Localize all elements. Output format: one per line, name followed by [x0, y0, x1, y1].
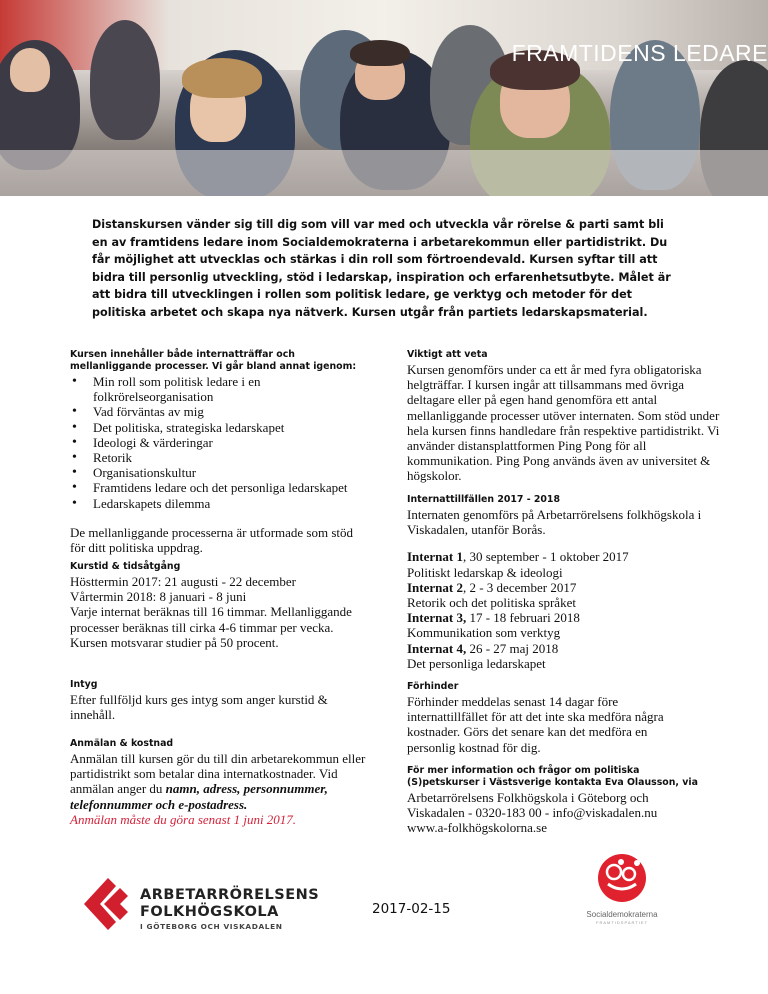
- forhinder-text: Förhinder meddelas senast 14 dagar före internattillfället för att det inte ska medföra några kostnader. Görs det senare kan det medföra en personlig kostnad för dig.: [407, 694, 664, 755]
- session-item: Internat 1, 30 september - 1 oktober 2017: [407, 549, 629, 565]
- list-item: • Det politiska, strategiska ledarskapet: [70, 420, 370, 435]
- list-item: • Vad förväntas av mig: [70, 404, 370, 419]
- intro-paragraph: Distanskursen vänder sig till dig som vill var med och utveckla vår rörelse & parti samt bli en av framtidens ledare inom Socialdemokraterna i arbetarekommun eller partidistrikt. Du får möjlighet att utvecklas och stärkas i din roll som förtroendevald. Kursen syftar till att bidra till personlig utveckling, stöd i ledarskap, inspiration och erfarenhetsutbyte. Målet är att bidra till utvecklingen i rollen som politisk ledare, ge verktyg och metoder för det politiska arbetet och skapa nya nätverk. Kursen utgår från partiets ledarskapsmaterial.: [92, 218, 671, 319]
- folkhogskola-mark-icon: [80, 870, 136, 940]
- forhinder-section: [407, 681, 697, 755]
- session-topic: Politiskt ledarskap & ideologi: [407, 564, 563, 580]
- internat-sessions: [407, 549, 707, 671]
- kontakt-heading: För mer information och frågor om politiska (S)petskurser i Västsverige kontakta Eva Olausson, via: [407, 765, 698, 788]
- kurstid-section: [70, 561, 360, 650]
- page-title: FRAMTIDENS LEDARE: [511, 40, 768, 66]
- anmalan-heading: Anmälan & kostnad: [70, 738, 174, 749]
- list-item: • Organisationskultur: [70, 465, 370, 480]
- viktigt-text: Kursen genomförs under ca ett år med fyra obligatoriska helgträffar. I kursen ingår att tillsammans med övriga deltagare eller på egen hand genomföra ett antal mellanliggande processer utöver internaten. Som stöd under hela kursen finns handledare från respektive partidistrikt. Vi använder distansplattformen Ping Pong för all kommunikation. Ping Pong används även av universitet & högskolor.: [407, 362, 720, 484]
- internat-section: [407, 494, 707, 671]
- anmalan-emphasis: namn, adress, personnummer, telefonnummer och e-postadress.: [70, 781, 328, 812]
- session-topic: Kommunikation som verktyg: [407, 625, 561, 641]
- left-column: [70, 349, 370, 555]
- session-item: Internat 3, 17 - 18 februari 2018: [407, 610, 580, 626]
- rose-icon: [574, 850, 670, 910]
- session-topic: Det personliga ledarskapet: [407, 655, 546, 671]
- socialdemokraterna-logo: [574, 850, 670, 930]
- s-logo-sub: FRAMTIDSPARTIET: [596, 920, 648, 925]
- session-topic: Retorik och det politiska språket: [407, 595, 576, 611]
- list-item: • Ideologi & värderingar: [70, 435, 370, 450]
- logo-line1: ARBETARRÖRELSENS: [140, 887, 320, 903]
- document-date: 2017-02-15: [372, 901, 451, 917]
- logo-sub: I GÖTEBORG OCH VISKADALEN: [140, 922, 283, 931]
- session-item: Internat 2, 2 - 3 december 2017: [407, 579, 577, 595]
- anmalan-deadline: Anmälan måste du göra senast 1 juni 2017.: [70, 811, 297, 827]
- viktigt-section: [407, 349, 722, 484]
- intyg-text: Efter fullföljd kurs ges intyg som anger kurstid & innehåll.: [70, 692, 328, 723]
- kurstid-heading: Kurstid & tidsåtgång: [70, 561, 181, 572]
- anmalan-section: [70, 738, 370, 827]
- kontakt-section: [407, 765, 707, 836]
- list-item: • Ledarskapets dilemma: [70, 496, 370, 511]
- list-item: • Min roll som politisk ledare i en folkrörelseorganisation: [70, 374, 370, 404]
- content-note: De mellanliggande processerna är utformade som stöd för ditt politiska uppdrag.: [70, 524, 354, 556]
- forhinder-heading: Förhinder: [407, 681, 459, 692]
- intyg-heading: Intyg: [70, 679, 98, 690]
- list-item: • Retorik: [70, 450, 370, 465]
- folkhogskola-logo: [80, 870, 320, 940]
- logo-line2: FOLKHÖGSKOLA: [140, 904, 279, 920]
- kontakt-text: Arbetarrörelsens Folkhögskola i Göteborg och Viskadalen - 0320-183 00 - info@viskadalen.nu: [407, 790, 658, 821]
- content-list: [70, 374, 370, 511]
- content-heading: Kursen innehåller både internatträffar och mellanliggande processer. Vi går bland annat igenom:: [70, 349, 357, 372]
- hero-photo: [0, 0, 768, 196]
- list-item: • Framtidens ledare och det personliga ledarskapet: [70, 480, 370, 495]
- intyg-section: [70, 679, 360, 722]
- internat-heading: Internattillfällen 2017 - 2018: [407, 494, 560, 505]
- anmalan-text: Anmälan till kursen gör du till din arbetarekommun eller partidistrikt som betalar dina internatkostnader. Vid anmälan anger du namn, adress, personnummer, telefonnummer och e-postadress.: [70, 751, 366, 812]
- internat-text: Internaten genomförs på Arbetarrörelsens folkhögskola i Viskadalen, utanför Borås.: [407, 507, 702, 538]
- viktigt-heading: Viktigt att veta: [407, 349, 488, 360]
- kontakt-url[interactable]: www.a-folkhögskolorna.se: [407, 820, 547, 836]
- kurstid-text: Hösttermin 2017: 21 augusti - 22 december Vårtermin 2018: 8 januari - 8 juni Varje internat beräknas till 16 timmar. Mellanliggande processer beräknas till cirka 4-6 timmar per vecka. Kursen motsvarar studier på 50 procent.: [70, 574, 352, 650]
- session-item: Internat 4, 26 - 27 maj 2018: [407, 640, 559, 656]
- s-logo-text: Socialdemokraterna: [586, 910, 658, 919]
